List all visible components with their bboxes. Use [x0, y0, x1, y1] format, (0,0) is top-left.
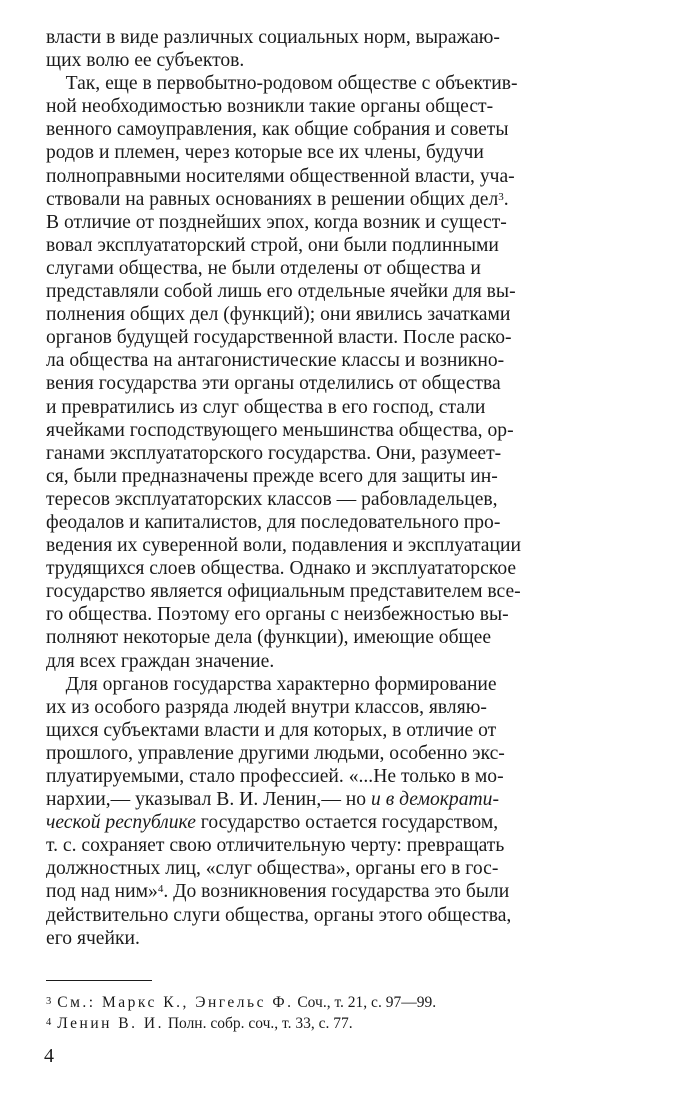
text-line: ведения их суверенной воли, подавления и эксплуатации [46, 535, 521, 557]
body-text [46, 26, 632, 950]
footnote-divider [46, 980, 152, 981]
text-line: ся, были предназначены прежде всего для защиты ин- [46, 465, 498, 487]
text-line: ганами эксплуататорского государства. Они, разумеет- [46, 442, 502, 464]
text-line: Для органов государства характерно формирование [46, 673, 497, 695]
text-line: феодалов и капиталистов, для последовательного про- [46, 511, 501, 533]
text-line: ствовали на равных основаниях в решении общих дел$^3$. [46, 188, 509, 210]
text-line: полнения общих дел (функций); они явились зачатками [46, 304, 511, 326]
text-line: действительно слуги общества, органы этого общества, [46, 904, 512, 926]
italic-emphasis: ческой республике [46, 812, 196, 834]
text-line: щих волю ее субъектов. [46, 50, 245, 72]
footnote-number: 4 [46, 1017, 52, 1028]
text-line: полноправными носителями общественной власти, уча- [46, 165, 515, 187]
text-line: прошлого, управление другими людьми, особенно экс- [46, 742, 505, 764]
text-line: представляли собой лишь его отдельные ячейки для вы- [46, 281, 516, 303]
text-line: государство является официальным представителем все- [46, 581, 521, 603]
text-segment: . До возникновения государства это были [163, 881, 510, 903]
footnote-reference: Соч., т. 21, с. 97—99. [293, 994, 437, 1011]
text-line: ячейками господствующего меньшинства общества, ор- [46, 419, 514, 441]
footnote-reference: Полн. собр. соч., т. 33, с. 77. [163, 1015, 353, 1032]
text-line: В отличие от позднейших эпох, когда возник и сущест- [46, 211, 507, 233]
footnote-number: 3 [46, 996, 52, 1007]
footnotes [46, 992, 632, 1034]
text-line: и превратились из слуг общества в его господ, стали [46, 396, 486, 418]
text-line: плуатируемыми, стало профессией. «...Не только в мо- [46, 766, 504, 787]
text-segment: под над ним» [46, 881, 158, 903]
text-line: вения государства эти органы отделились от общества [46, 373, 501, 395]
footnote-ref-4: 4 [157, 883, 164, 896]
footnote [46, 992, 632, 1013]
text-line: Так, еще в первобытно-родовом обществе с объектив- [46, 73, 518, 95]
footnote-ref-3: 3 [498, 190, 504, 203]
text-line: вовал эксплуататорский строй, они были подлинными [46, 234, 499, 256]
text-line: т. с. сохраняет свою отличительную черту: превращать [46, 835, 505, 857]
italic-emphasis: и в демократи- [371, 789, 499, 811]
page-number: 4 [44, 1045, 54, 1067]
text-segment: государство остается государством, [195, 812, 499, 834]
text-line: должностных лиц, «слуг общества», органы его в гос- [46, 858, 499, 880]
text-line: трудящихся слоев общества. Однако и эксплуататорское [46, 558, 517, 580]
text-line: родов и племен, через которые все их члены, будучи [46, 142, 484, 164]
text-line: го общества. Поэтому его органы с неизбежностью вы- [46, 604, 509, 626]
footnote [46, 1013, 632, 1034]
text-line: власти в виде различных социальных норм, выражаю- [46, 27, 500, 48]
text-line: тересов эксплуататорских классов — рабовладельцев, [46, 488, 498, 510]
text-line: слугами общества, не были отделены от общества и [46, 257, 481, 279]
text-line: щихся субъектами власти и для которых, в отличие от [46, 719, 497, 741]
text-line: для всех граждан значение. [46, 650, 275, 672]
footnote-author: См.: Маркс К., Энгельс Ф. [57, 994, 294, 1011]
text-line: полняют некоторые дела (функции), имеющие общее [46, 627, 492, 649]
footnote-author: Ленин В. И. [57, 1015, 164, 1032]
text-line: органов будущей государственной власти. После раско- [46, 327, 512, 349]
text-segment: ствовали на равных основаниях в решении общих дел [46, 188, 499, 210]
text-line: ной необходимостью возникли такие органы общест- [46, 96, 494, 118]
text-line [46, 880, 632, 903]
text-segment: нархии,— указывал В. И. Ленин,— но [46, 789, 367, 811]
text-line [46, 811, 632, 834]
text-line: их из особого разряда людей внутри классов, являю- [46, 696, 487, 718]
text-line: венного самоуправления, как общие собрания и советы [46, 119, 509, 141]
text-line [46, 788, 632, 811]
text-line: ла общества на антагонистические классы и возникно- [46, 350, 505, 372]
text-line: его ячейки. [46, 927, 140, 949]
